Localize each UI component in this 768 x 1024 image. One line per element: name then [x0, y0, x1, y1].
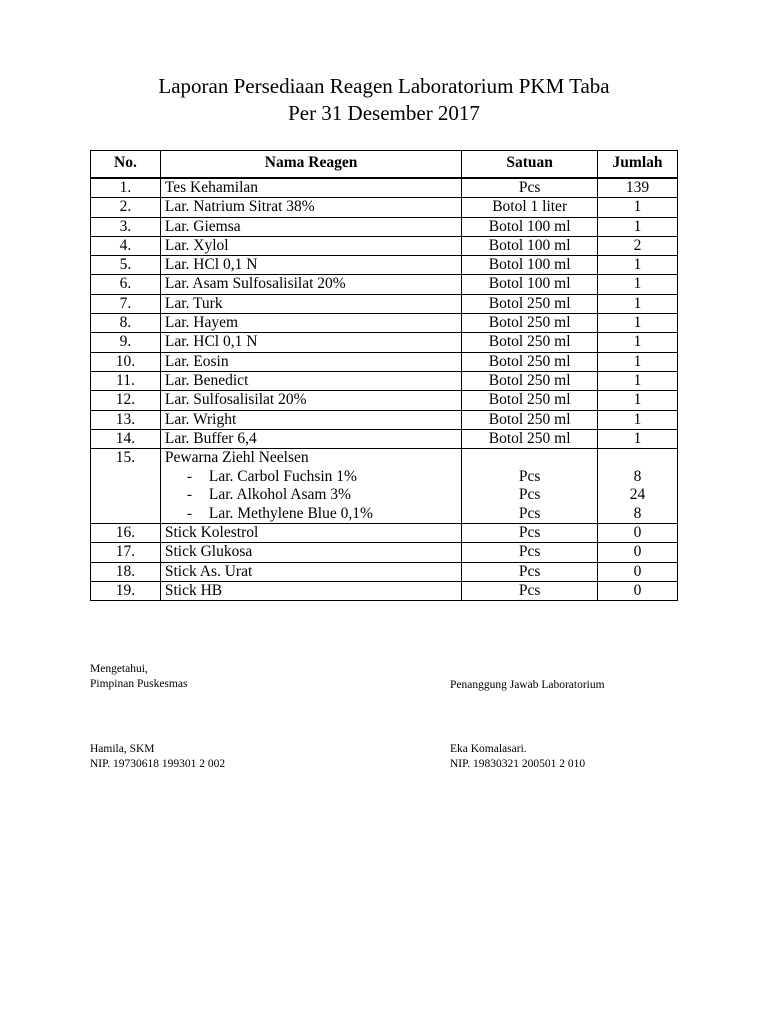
cell-jumlah: 1 — [598, 198, 678, 217]
cell-nama: Lar. HCl 0,1 N — [160, 256, 461, 275]
cell-satuan: Botol 250 ml — [462, 314, 598, 333]
table-row — [91, 429, 678, 448]
cell-no: 7. — [91, 294, 161, 313]
cell-jumlah: 0 — [598, 582, 678, 601]
table-row — [91, 294, 678, 313]
cell-satuan: Botol 250 ml — [462, 352, 598, 371]
cell-satuan: Botol 1 liter — [462, 198, 598, 217]
signer-role-left: Pimpinan Puskesmas — [90, 678, 188, 690]
cell-jumlah: 1 — [598, 256, 678, 275]
cell-nama: Lar. Natrium Sitrat 38% — [160, 198, 461, 217]
cell-jumlah: 1 — [598, 333, 678, 352]
sub-item-nama: Lar. Alkohol Asam 3% — [208, 486, 351, 504]
table-row — [91, 582, 678, 601]
cell-nama: Lar. Wright — [160, 410, 461, 429]
cell-no: 11. — [91, 371, 161, 390]
header-nama-reagen: Nama Reagen — [160, 151, 461, 179]
cell-nama: Stick Glukosa — [160, 543, 461, 562]
table-row — [91, 352, 678, 371]
table-row — [91, 562, 678, 581]
cell-satuan: Botol 250 ml — [462, 391, 598, 410]
cell-nama: Lar. Xylol — [160, 236, 461, 255]
cell-nama: Lar. HCl 0,1 N — [160, 333, 461, 352]
cell-jumlah-group — [598, 449, 678, 524]
table-row — [91, 217, 678, 236]
cell-nama-group — [160, 449, 461, 524]
cell-jumlah: 0 — [598, 543, 678, 562]
cell-no: 3. — [91, 217, 161, 236]
table-row — [91, 391, 678, 410]
cell-satuan: Pcs — [462, 582, 598, 601]
table-row — [91, 410, 678, 429]
signer-nip-right: NIP. 19830321 200501 2 010 — [450, 758, 586, 770]
cell-jumlah: 1 — [598, 391, 678, 410]
sub-item-dash: - — [186, 486, 193, 504]
cell-no: 16. — [91, 524, 161, 543]
cell-jumlah: 2 — [598, 236, 678, 255]
table-row — [91, 314, 678, 333]
signer-name-right: Eka Komalasari. — [450, 743, 527, 755]
signer-nip-left: NIP. 19730618 199301 2 002 — [90, 758, 226, 770]
cell-nama: Lar. Turk — [160, 294, 461, 313]
cell-nama: Lar. Eosin — [160, 352, 461, 371]
signature-left-footer — [90, 742, 225, 772]
sub-item-nama: Lar. Methylene Blue 0,1% — [208, 504, 373, 522]
header-jumlah: Jumlah — [598, 151, 678, 179]
cell-nama: Lar. Asam Sulfosalisilat 20% — [160, 275, 461, 294]
cell-satuan: Botol 250 ml — [462, 333, 598, 352]
cell-satuan: Botol 250 ml — [462, 371, 598, 390]
sub-item-jumlah: 8 — [633, 467, 642, 485]
reagent-table — [90, 150, 678, 601]
cell-nama: Lar. Giemsa — [160, 217, 461, 236]
cell-satuan: Pcs — [462, 562, 598, 581]
cell-satuan: Pcs — [462, 524, 598, 543]
sub-item — [165, 468, 457, 487]
cell-no: 1. — [91, 178, 161, 198]
cell-satuan: Botol 250 ml — [462, 294, 598, 313]
signature-left-header — [90, 662, 187, 692]
table-row — [91, 256, 678, 275]
group-title: Pewarna Ziehl Neelsen — [164, 449, 309, 467]
document-title: Laporan Persediaan Reagen Laboratorium PKM Taba — [158, 74, 610, 98]
signature-right-header — [450, 678, 605, 693]
cell-jumlah: 1 — [598, 352, 678, 371]
signer-role-right: Penanggung Jawab Laboratorium — [450, 679, 605, 691]
cell-no: 18. — [91, 562, 161, 581]
cell-no: 10. — [91, 352, 161, 371]
cell-jumlah: 0 — [598, 524, 678, 543]
document-subtitle-date: Per 31 Desember 2017 — [288, 101, 480, 125]
cell-nama: Lar. Hayem — [160, 314, 461, 333]
cell-no: 19. — [91, 582, 161, 601]
cell-satuan-group — [462, 449, 598, 524]
cell-no: 5. — [91, 256, 161, 275]
sub-item-satuan: Pcs — [518, 504, 541, 522]
cell-satuan: Botol 100 ml — [462, 275, 598, 294]
cell-jumlah: 1 — [598, 314, 678, 333]
table-row — [91, 371, 678, 390]
sub-item — [165, 486, 457, 505]
cell-no: 14. — [91, 429, 161, 448]
table-row-group — [91, 449, 678, 524]
table-row — [91, 524, 678, 543]
sub-item-jumlah: 24 — [629, 486, 646, 504]
cell-no: 6. — [91, 275, 161, 294]
cell-nama: Tes Kehamilan — [160, 178, 461, 198]
table-row — [91, 178, 678, 198]
cell-no: 15. — [91, 449, 161, 524]
header-satuan: Satuan — [462, 151, 598, 179]
cell-no: 12. — [91, 391, 161, 410]
table-row — [91, 543, 678, 562]
cell-nama: Lar. Sulfosalisilat 20% — [160, 391, 461, 410]
cell-satuan: Botol 100 ml — [462, 236, 598, 255]
cell-nama: Lar. Benedict — [160, 371, 461, 390]
cell-jumlah: 139 — [598, 178, 678, 198]
sub-item-jumlah: 8 — [633, 504, 642, 522]
cell-no: 13. — [91, 410, 161, 429]
table-row — [91, 275, 678, 294]
table-row — [91, 236, 678, 255]
cell-jumlah: 1 — [598, 371, 678, 390]
cell-satuan: Botol 250 ml — [462, 429, 598, 448]
signer-name-left: Hamila, SKM — [90, 743, 155, 755]
sub-item-satuan: Pcs — [518, 467, 541, 485]
cell-jumlah: 1 — [598, 429, 678, 448]
table-header-row — [91, 151, 678, 179]
sub-item — [165, 505, 457, 524]
cell-jumlah: 0 — [598, 562, 678, 581]
cell-satuan: Pcs — [462, 543, 598, 562]
cell-no: 17. — [91, 543, 161, 562]
cell-no: 2. — [91, 198, 161, 217]
cell-no: 9. — [91, 333, 161, 352]
sub-item-dash: - — [186, 467, 193, 485]
cell-satuan: Pcs — [462, 178, 598, 198]
table-row — [91, 333, 678, 352]
cell-satuan: Botol 250 ml — [462, 410, 598, 429]
header-no: No. — [91, 151, 161, 179]
cell-no: 4. — [91, 236, 161, 255]
signature-right-footer — [450, 742, 585, 772]
cell-jumlah: 1 — [598, 294, 678, 313]
cell-nama: Stick HB — [160, 582, 461, 601]
cell-nama: Stick As. Urat — [160, 562, 461, 581]
sub-item-dash: - — [186, 504, 193, 522]
cell-nama: Stick Kolestrol — [160, 524, 461, 543]
cell-jumlah: 1 — [598, 217, 678, 236]
acknowledged-label: Mengetahui, — [90, 663, 148, 675]
cell-jumlah: 1 — [598, 410, 678, 429]
table-row — [91, 198, 678, 217]
sub-item-satuan: Pcs — [518, 486, 541, 504]
cell-nama: Lar. Buffer 6,4 — [160, 429, 461, 448]
cell-satuan: Botol 100 ml — [462, 256, 598, 275]
cell-no: 8. — [91, 314, 161, 333]
cell-satuan: Botol 100 ml — [462, 217, 598, 236]
cell-jumlah: 1 — [598, 275, 678, 294]
sub-item-nama: Lar. Carbol Fuchsin 1% — [208, 467, 357, 485]
